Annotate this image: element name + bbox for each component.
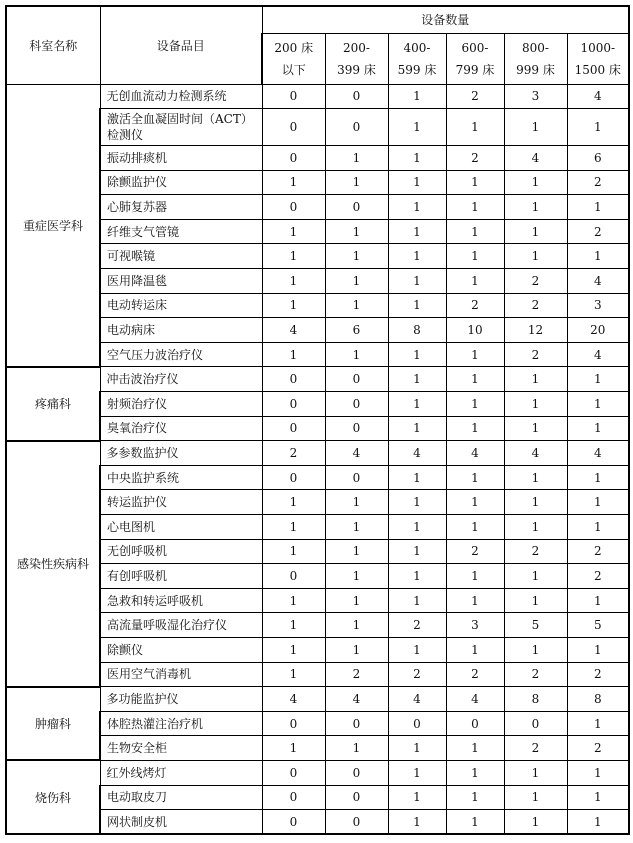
quantity-cell: 1 xyxy=(504,588,567,613)
table-row xyxy=(6,392,629,417)
quantity-cell: 4 xyxy=(567,441,629,466)
quantity-cell: 2 xyxy=(504,539,567,564)
quantity-cell: 1 xyxy=(446,564,504,589)
quantity-cell: 1 xyxy=(446,785,504,810)
quantity-cell: 2 xyxy=(388,662,446,687)
quantity-cell: 0 xyxy=(325,367,388,392)
quantity-cell: 1 xyxy=(504,785,567,810)
quantity-cell: 4 xyxy=(446,441,504,466)
equipment-item-cell: 体腔热灌注治疗机 xyxy=(100,711,262,736)
quantity-cell: 2 xyxy=(446,146,504,171)
quantity-cell: 1 xyxy=(325,613,388,638)
table-row xyxy=(6,736,629,761)
quantity-group-header: 设备数量 xyxy=(262,6,629,33)
quantity-cell: 4 xyxy=(446,687,504,712)
quantity-cell: 1 xyxy=(388,392,446,417)
quantity-cell: 1 xyxy=(567,515,629,540)
quantity-cell: 1 xyxy=(325,293,388,318)
quantity-cell: 0 xyxy=(325,416,388,441)
quantity-cell: 0 xyxy=(325,465,388,490)
bed-band-header: 1000- 1500 床 xyxy=(567,33,629,84)
quantity-cell: 1 xyxy=(325,515,388,540)
quantity-cell: 1 xyxy=(504,244,567,269)
quantity-cell: 2 xyxy=(567,170,629,195)
quantity-cell: 1 xyxy=(262,170,325,195)
quantity-cell: 1 xyxy=(388,293,446,318)
quantity-cell: 1 xyxy=(325,170,388,195)
quantity-cell: 2 xyxy=(446,84,504,109)
equipment-item-cell: 纤维支气管镜 xyxy=(100,219,262,244)
table-row xyxy=(6,170,629,195)
quantity-cell: 1 xyxy=(567,637,629,662)
quantity-cell: 1 xyxy=(567,465,629,490)
quantity-cell: 1 xyxy=(388,785,446,810)
quantity-cell: 12 xyxy=(504,318,567,343)
quantity-cell: 1 xyxy=(388,416,446,441)
quantity-cell: 8 xyxy=(567,687,629,712)
quantity-cell: 0 xyxy=(262,711,325,736)
quantity-cell: 1 xyxy=(567,244,629,269)
quantity-cell: 1 xyxy=(567,416,629,441)
quantity-cell: 1 xyxy=(325,146,388,171)
quantity-cell: 0 xyxy=(262,84,325,109)
equipment-item-cell: 无创呼吸机 xyxy=(100,539,262,564)
quantity-cell: 4 xyxy=(325,687,388,712)
equipment-item-cell: 心肺复苏器 xyxy=(100,195,262,220)
equipment-item-cell: 有创呼吸机 xyxy=(100,564,262,589)
quantity-cell: 0 xyxy=(262,109,325,146)
quantity-cell: 1 xyxy=(388,465,446,490)
equipment-table xyxy=(5,5,630,835)
quantity-cell: 0 xyxy=(262,392,325,417)
table-row xyxy=(6,293,629,318)
table-row xyxy=(6,637,629,662)
quantity-cell: 5 xyxy=(504,613,567,638)
table-row xyxy=(6,490,629,515)
quantity-cell: 0 xyxy=(262,760,325,785)
quantity-cell: 1 xyxy=(504,416,567,441)
quantity-cell: 4 xyxy=(388,687,446,712)
quantity-cell: 1 xyxy=(504,367,567,392)
quantity-cell: 0 xyxy=(325,711,388,736)
quantity-cell: 1 xyxy=(325,219,388,244)
equipment-item-cell: 多参数监护仪 xyxy=(100,441,262,466)
table-row xyxy=(6,613,629,638)
quantity-cell: 1 xyxy=(567,760,629,785)
quantity-cell: 2 xyxy=(504,736,567,761)
equipment-table-container xyxy=(5,5,628,835)
quantity-cell: 0 xyxy=(325,392,388,417)
quantity-cell: 2 xyxy=(567,662,629,687)
quantity-cell: 8 xyxy=(388,318,446,343)
table-row xyxy=(6,711,629,736)
equipment-item-cell: 高流量呼吸湿化治疗仪 xyxy=(100,613,262,638)
equipment-item-cell: 空气压力波治疗仪 xyxy=(100,342,262,367)
equipment-item-cell: 臭氧治疗仪 xyxy=(100,416,262,441)
quantity-cell: 1 xyxy=(567,195,629,220)
quantity-cell: 1 xyxy=(388,810,446,835)
quantity-cell: 1 xyxy=(325,269,388,294)
quantity-cell: 1 xyxy=(388,195,446,220)
quantity-cell: 1 xyxy=(446,810,504,835)
quantity-cell: 2 xyxy=(388,613,446,638)
quantity-cell: 1 xyxy=(446,416,504,441)
quantity-cell: 1 xyxy=(325,588,388,613)
quantity-cell: 0 xyxy=(262,146,325,171)
quantity-cell: 1 xyxy=(262,515,325,540)
quantity-cell: 1 xyxy=(567,367,629,392)
quantity-cell: 0 xyxy=(262,367,325,392)
quantity-cell: 0 xyxy=(325,195,388,220)
department-cell: 肿瘤科 xyxy=(6,687,100,761)
quantity-cell: 1 xyxy=(504,490,567,515)
quantity-cell: 1 xyxy=(262,342,325,367)
quantity-cell: 1 xyxy=(388,269,446,294)
quantity-cell: 2 xyxy=(504,293,567,318)
quantity-cell: 1 xyxy=(388,564,446,589)
quantity-cell: 1 xyxy=(567,810,629,835)
bed-band-header: 800- 999 床 xyxy=(504,33,567,84)
equipment-item-cell: 电动病床 xyxy=(100,318,262,343)
quantity-cell: 0 xyxy=(325,109,388,146)
table-row xyxy=(6,244,629,269)
quantity-cell: 1 xyxy=(388,539,446,564)
quantity-cell: 1 xyxy=(504,195,567,220)
quantity-cell: 0 xyxy=(262,785,325,810)
quantity-cell: 1 xyxy=(504,170,567,195)
equipment-item-cell: 振动排痰机 xyxy=(100,146,262,171)
quantity-cell: 2 xyxy=(567,564,629,589)
table-row xyxy=(6,785,629,810)
quantity-cell: 1 xyxy=(567,711,629,736)
quantity-cell: 1 xyxy=(567,588,629,613)
table-row xyxy=(6,662,629,687)
quantity-cell: 1 xyxy=(262,637,325,662)
quantity-cell: 1 xyxy=(504,219,567,244)
quantity-cell: 2 xyxy=(446,662,504,687)
quantity-cell: 1 xyxy=(504,564,567,589)
department-cell: 感染性疾病科 xyxy=(6,441,100,687)
equipment-item-cell: 除颤监护仪 xyxy=(100,170,262,195)
quantity-cell: 1 xyxy=(567,392,629,417)
table-row xyxy=(6,441,629,466)
equipment-item-cell: 电动转运床 xyxy=(100,293,262,318)
quantity-cell: 0 xyxy=(504,711,567,736)
table-row xyxy=(6,515,629,540)
quantity-cell: 1 xyxy=(446,269,504,294)
quantity-cell: 1 xyxy=(262,219,325,244)
quantity-cell: 1 xyxy=(388,342,446,367)
quantity-cell: 1 xyxy=(325,490,388,515)
equipment-item-cell: 急救和转运呼吸机 xyxy=(100,588,262,613)
equipment-item-cell: 医用降温毯 xyxy=(100,269,262,294)
quantity-cell: 0 xyxy=(262,810,325,835)
quantity-cell: 2 xyxy=(325,662,388,687)
quantity-cell: 10 xyxy=(446,318,504,343)
quantity-cell: 1 xyxy=(388,146,446,171)
quantity-cell: 1 xyxy=(388,219,446,244)
quantity-cell: 4 xyxy=(325,441,388,466)
table-row xyxy=(6,195,629,220)
quantity-cell: 1 xyxy=(567,109,629,146)
item-column-header: 设备品目 xyxy=(100,6,262,84)
quantity-cell: 1 xyxy=(388,515,446,540)
quantity-cell: 4 xyxy=(504,441,567,466)
table-row xyxy=(6,588,629,613)
quantity-cell: 2 xyxy=(567,736,629,761)
quantity-cell: 1 xyxy=(446,515,504,540)
quantity-cell: 1 xyxy=(388,84,446,109)
equipment-item-cell: 无创血流动力检测系统 xyxy=(100,84,262,109)
quantity-cell: 1 xyxy=(504,810,567,835)
quantity-cell: 3 xyxy=(446,613,504,638)
equipment-item-cell: 多功能监护仪 xyxy=(100,687,262,712)
quantity-cell: 1 xyxy=(446,367,504,392)
quantity-cell: 0 xyxy=(446,711,504,736)
bed-band-header: 200 床 以下 xyxy=(262,33,325,84)
quantity-cell: 8 xyxy=(504,687,567,712)
quantity-cell: 1 xyxy=(388,588,446,613)
table-row xyxy=(6,219,629,244)
quantity-cell: 0 xyxy=(262,465,325,490)
quantity-cell: 6 xyxy=(567,146,629,171)
quantity-cell: 1 xyxy=(446,244,504,269)
quantity-cell: 1 xyxy=(504,109,567,146)
quantity-cell: 0 xyxy=(262,195,325,220)
quantity-cell: 2 xyxy=(504,342,567,367)
quantity-cell: 4 xyxy=(567,342,629,367)
quantity-cell: 1 xyxy=(325,342,388,367)
quantity-cell: 1 xyxy=(262,613,325,638)
table-row xyxy=(6,760,629,785)
quantity-cell: 1 xyxy=(388,367,446,392)
quantity-cell: 1 xyxy=(446,736,504,761)
table-row xyxy=(6,687,629,712)
table-row xyxy=(6,564,629,589)
table-row xyxy=(6,84,629,109)
quantity-cell: 2 xyxy=(262,441,325,466)
quantity-cell: 0 xyxy=(262,416,325,441)
equipment-item-cell: 生物安全柜 xyxy=(100,736,262,761)
quantity-cell: 1 xyxy=(504,637,567,662)
quantity-cell: 1 xyxy=(262,244,325,269)
equipment-item-cell: 中央监护系统 xyxy=(100,465,262,490)
quantity-cell: 1 xyxy=(388,760,446,785)
table-row xyxy=(6,342,629,367)
equipment-item-cell: 激活全血凝固时间（ACT）检测仪 xyxy=(100,109,262,146)
quantity-cell: 5 xyxy=(567,613,629,638)
quantity-cell: 1 xyxy=(262,662,325,687)
quantity-cell: 1 xyxy=(325,564,388,589)
quantity-cell: 1 xyxy=(567,490,629,515)
bed-band-header: 400- 599 床 xyxy=(388,33,446,84)
quantity-cell: 4 xyxy=(567,269,629,294)
quantity-cell: 2 xyxy=(504,269,567,294)
equipment-item-cell: 网状制皮机 xyxy=(100,810,262,835)
quantity-cell: 1 xyxy=(388,637,446,662)
equipment-item-cell: 可视喉镜 xyxy=(100,244,262,269)
quantity-cell: 2 xyxy=(446,293,504,318)
quantity-cell: 3 xyxy=(504,84,567,109)
quantity-cell: 1 xyxy=(325,539,388,564)
quantity-cell: 0 xyxy=(262,564,325,589)
quantity-cell: 1 xyxy=(388,170,446,195)
quantity-cell: 20 xyxy=(567,318,629,343)
table-row xyxy=(6,109,629,146)
table-row xyxy=(6,146,629,171)
quantity-cell: 1 xyxy=(567,785,629,810)
dept-column-header: 科室名称 xyxy=(6,6,100,84)
quantity-cell: 1 xyxy=(262,588,325,613)
quantity-cell: 3 xyxy=(567,293,629,318)
quantity-cell: 1 xyxy=(446,588,504,613)
quantity-cell: 2 xyxy=(504,662,567,687)
quantity-cell: 1 xyxy=(446,195,504,220)
quantity-cell: 0 xyxy=(325,810,388,835)
table-row xyxy=(6,416,629,441)
quantity-cell: 0 xyxy=(325,785,388,810)
quantity-cell: 1 xyxy=(325,637,388,662)
quantity-cell: 0 xyxy=(325,760,388,785)
quantity-cell: 1 xyxy=(504,465,567,490)
equipment-item-cell: 射频治疗仪 xyxy=(100,392,262,417)
department-cell: 重症医学科 xyxy=(6,84,100,367)
table-row xyxy=(6,810,629,835)
quantity-cell: 2 xyxy=(567,219,629,244)
quantity-cell: 1 xyxy=(262,736,325,761)
quantity-cell: 6 xyxy=(325,318,388,343)
table-row xyxy=(6,318,629,343)
quantity-cell: 1 xyxy=(262,269,325,294)
equipment-item-cell: 红外线烤灯 xyxy=(100,760,262,785)
quantity-cell: 1 xyxy=(446,109,504,146)
quantity-cell: 1 xyxy=(325,736,388,761)
equipment-item-cell: 转运监护仪 xyxy=(100,490,262,515)
quantity-cell: 1 xyxy=(446,760,504,785)
quantity-cell: 2 xyxy=(446,539,504,564)
quantity-cell: 1 xyxy=(504,515,567,540)
quantity-cell: 1 xyxy=(446,342,504,367)
equipment-item-cell: 医用空气消毒机 xyxy=(100,662,262,687)
table-row xyxy=(6,367,629,392)
department-cell: 烧伤科 xyxy=(6,760,100,834)
quantity-cell: 1 xyxy=(446,219,504,244)
quantity-cell: 4 xyxy=(262,687,325,712)
department-cell: 疼痛科 xyxy=(6,367,100,441)
quantity-cell: 1 xyxy=(262,490,325,515)
quantity-cell: 1 xyxy=(388,736,446,761)
table-row xyxy=(6,539,629,564)
quantity-cell: 1 xyxy=(446,490,504,515)
quantity-cell: 4 xyxy=(262,318,325,343)
quantity-cell: 2 xyxy=(567,539,629,564)
quantity-cell: 1 xyxy=(446,637,504,662)
quantity-cell: 1 xyxy=(446,392,504,417)
equipment-item-cell: 心电图机 xyxy=(100,515,262,540)
quantity-cell: 1 xyxy=(262,539,325,564)
quantity-cell: 1 xyxy=(388,490,446,515)
quantity-cell: 1 xyxy=(325,244,388,269)
equipment-item-cell: 冲击波治疗仪 xyxy=(100,367,262,392)
quantity-cell: 4 xyxy=(504,146,567,171)
quantity-cell: 1 xyxy=(388,109,446,146)
quantity-cell: 4 xyxy=(388,441,446,466)
quantity-cell: 1 xyxy=(446,170,504,195)
quantity-cell: 1 xyxy=(504,760,567,785)
quantity-cell: 1 xyxy=(262,293,325,318)
quantity-cell: 0 xyxy=(325,84,388,109)
equipment-item-cell: 电动取皮刀 xyxy=(100,785,262,810)
table-row xyxy=(6,269,629,294)
quantity-cell: 1 xyxy=(446,465,504,490)
quantity-cell: 0 xyxy=(388,711,446,736)
table-row xyxy=(6,465,629,490)
equipment-item-cell: 除颤仪 xyxy=(100,637,262,662)
quantity-cell: 1 xyxy=(504,392,567,417)
bed-band-header: 200- 399 床 xyxy=(325,33,388,84)
quantity-cell: 4 xyxy=(567,84,629,109)
quantity-cell: 1 xyxy=(388,244,446,269)
bed-band-header: 600- 799 床 xyxy=(446,33,504,84)
